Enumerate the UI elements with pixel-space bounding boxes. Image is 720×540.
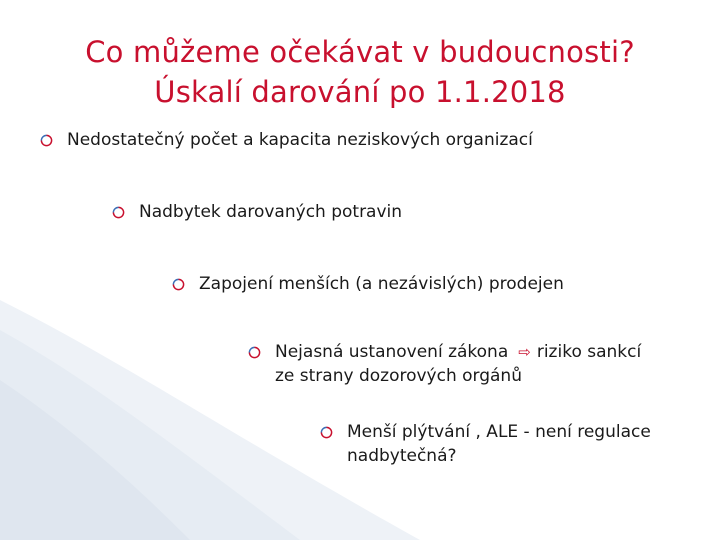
bullet-text-3: Zapojení menších (a nezávislých) prodejen (199, 274, 564, 294)
bullet-text-2: Nadbytek darovaných potravin (139, 202, 403, 222)
title-line-2: Úskalí darování po 1.1.2018 (154, 75, 566, 109)
bullet-text-4 (275, 340, 641, 388)
ring-bullet-icon (320, 426, 333, 439)
title-line-1: Co můžeme očekávat v budoucnosti? (85, 35, 635, 69)
bullet-4-line-2: ze strany dozorových orgánů (275, 366, 522, 386)
ring-bullet-icon (172, 278, 185, 291)
bullet-item-3 (172, 272, 564, 296)
ring-bullet-icon (112, 206, 125, 219)
bullet-5-line-1: Menší plýtvání , ALE - není regulace (347, 422, 651, 442)
bullet-item-4 (248, 340, 668, 388)
bullet-4-text-after-arrow: riziko sankcí (536, 342, 642, 362)
bullet-item-2 (112, 200, 402, 224)
bullet-text-1: Nedostatečný počet a kapacita neziskových organizací (67, 130, 533, 150)
ring-bullet-icon (40, 134, 53, 147)
bullet-item-1 (40, 128, 533, 152)
bullet-item-5 (320, 420, 690, 468)
slide-title (0, 32, 720, 112)
bullet-text-5 (347, 420, 651, 468)
bullet-5-line-2: nadbytečná? (347, 446, 457, 466)
bullet-4-text-before-arrow: Nejasná ustanovení zákona (275, 342, 509, 362)
right-arrow-outline-icon: ⇨ (518, 343, 531, 361)
ring-bullet-icon (248, 346, 261, 359)
